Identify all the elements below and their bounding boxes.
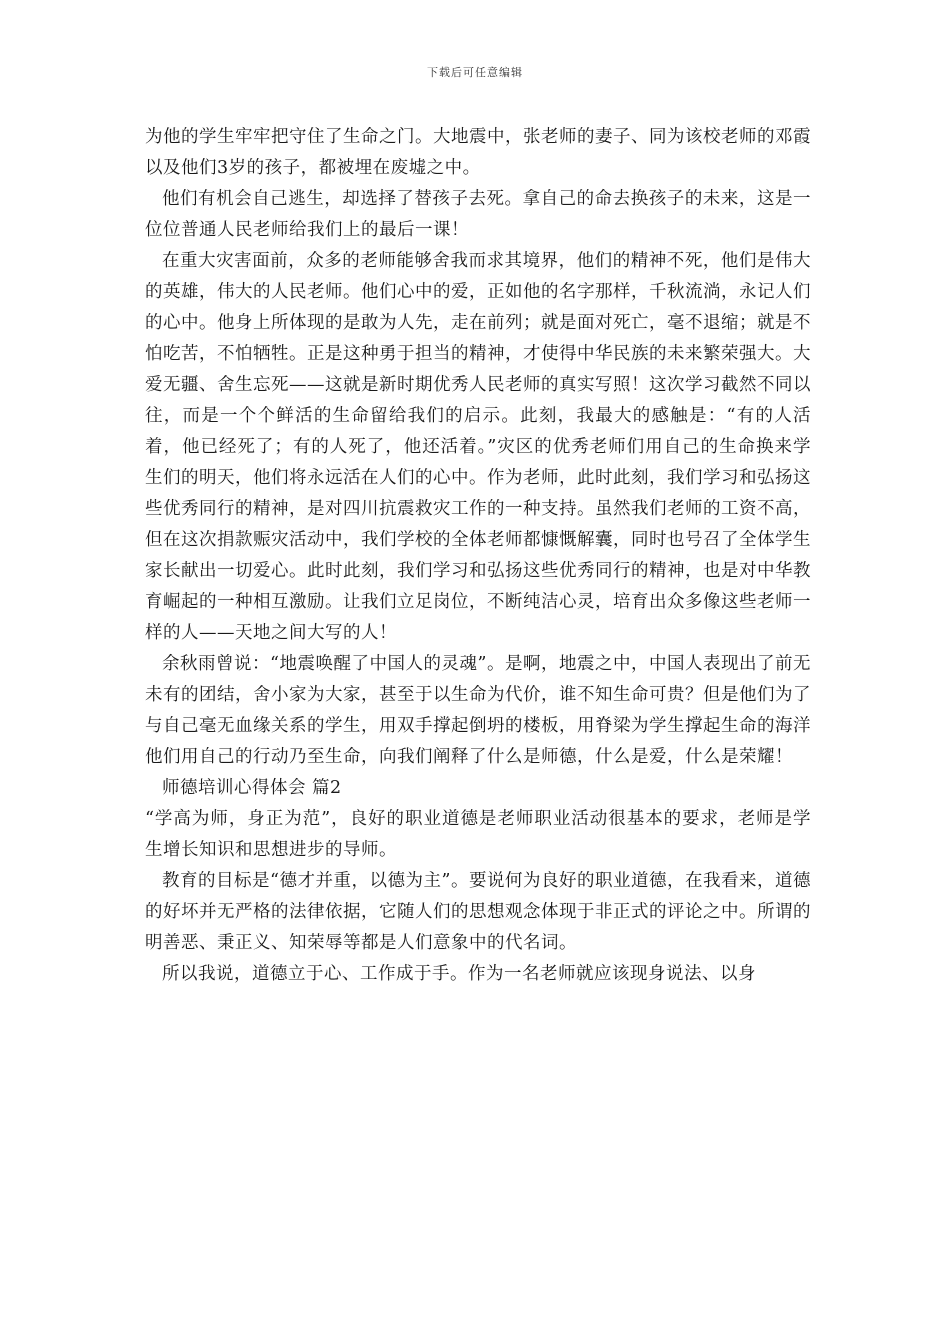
paragraph-5: “学高为师，身正为范”，良好的职业道德是老师职业活动很基本的要求，老师是学生增长知识和思想进步的导师。 xyxy=(145,809,811,860)
paragraph-3: 在重大灾害面前，众多的老师能够舍我而求其境界，他们的精神不死，他们是伟大的英雄，伟大的人民老师。他们心中的爱，正如他的名字那样，千秋流淌，永记人们的心中。他身上所体现的是敢为人先，走在前列；就是面对死亡，毫不退缩；就是不怕吃苦，不怕牺牲。正是这种勇于担当的精神，才使得中华民族的未来繁荣强大。大爱无疆、舍生忘死——这就是新时期优秀人民老师的真实写照！这次学习截然不同以往，而是一个个鲜活的生命留给我们的启示。此刻，我最大的感触是：“有的人活着，他已经死了；有的人死了，他还活着。”灾区的优秀老师们用自己的生命换来学生们的明天，他们将永远活在人们的心中。作为老师，此时此刻，我们学习和弘扬这些优秀同行的精神，是对四川抗震救灾工作的一种支持。虽然我们老师的工资不高，但在这次捐款赈灾活动中，我们学校的全体老师都慷慨解囊，同时也号召了全体学生家长献出一切爱心。此时此刻，我们学习和弘扬这些优秀同行的精神，也是对中华教育崛起的一种相互激励。让我们立足岗位，不断纯洁心灵，培育出众多像这些老师一样的人——天地之间大写的人！ xyxy=(145,251,811,643)
page-header-note: 下载后可任意编辑 xyxy=(427,66,523,79)
document-body xyxy=(145,122,811,990)
paragraph-4: 余秋雨曾说：“地震唤醒了中国人的灵魂”。是啊，地震之中，中国人表现出了前无未有的团结，舍小家为大家，甚至于以生命为代价，谁不知生命可贵？但是他们为了与自己毫无血缘关系的学生，用双手撑起倒坍的楼板，用脊梁为学生撑起生命的海洋他们用自己的行动乃至生命，向我们阐释了什么是师德，什么是爱，什么是荣耀！ xyxy=(145,654,811,767)
paragraph-2: 他们有机会自己逃生，却选择了替孩子去死。拿自己的命去换孩子的未来，这是一位位普通人民老师给我们上的最后一课！ xyxy=(145,189,811,240)
section-heading: 师德培训心得体会 篇2 xyxy=(162,778,342,798)
paragraph-1: 为他的学生牢牢把守住了生命之门。大地震中，张老师的妻子、同为该校老师的邓霞以及他们3岁的孩子，都被埋在废墟之中。 xyxy=(145,127,811,178)
paragraph-7: 所以我说，道德立于心、工作成于手。作为一名老师就应该现身说法、以身 xyxy=(162,964,756,984)
paragraph-6: 教育的目标是“德才并重，以德为主”。要说何为良好的职业道德，在我看来，道德的好坏并无严格的法律依据，它随人们的思想观念体现于非正式的评论之中。所谓的明善恶、秉正义、知荣辱等都是人们意象中的代名词。 xyxy=(145,871,811,953)
